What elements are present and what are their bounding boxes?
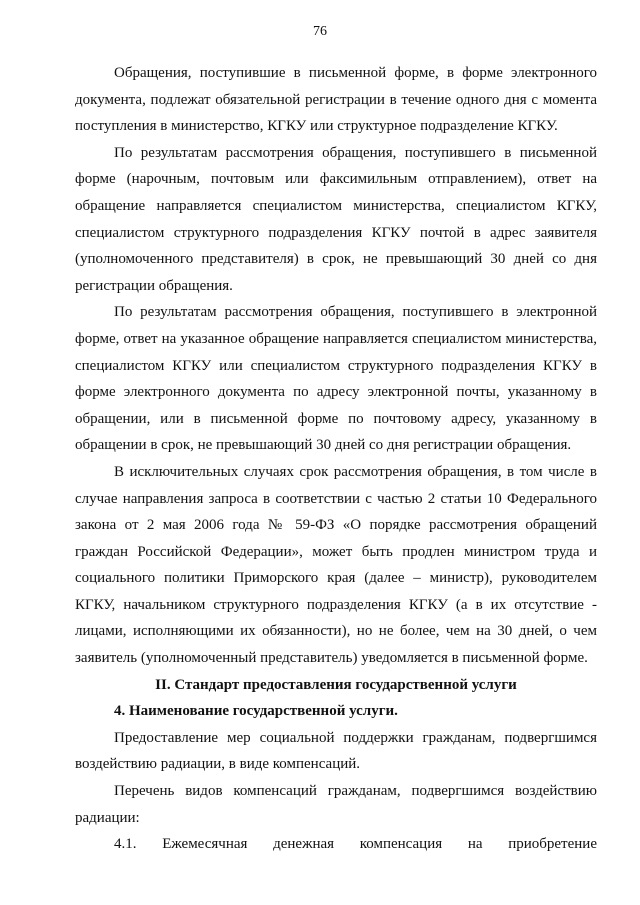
- paragraph-written-response: По результатам рассмотрения обращения, поступившего в письменной форме (нарочным, почтовым или факсимильным отправлением), ответ на обращение направляется специалистом министерства, специалистом КГКУ, специалистом структурного подразделения КГКУ почтой в адрес заявителя (уполномоченного представителя) в срок, не превышающий 30 дней со дня регистрации обращения.: [75, 144, 597, 294]
- paragraph-extension: В исключительных случаях срок рассмотрения обращения, в том числе в случае направления запроса в соответствии с частью 2 статьи 10 Федерального закона от 2 мая 2006 года № 59-ФЗ «О порядке рассмотрения обращений граждан Российской Федерации», может быть продлен министром труда и социального политики Приморского края (далее – министр), руководителем КГКУ, начальником структурного подразделения КГКУ (а в их отсутствие - лицами, исполняющими их обязанности), но не более, чем на 30 дней, о чем заявитель (уполномоченный представитель) уведомляется в письменной форме.: [75, 463, 597, 667]
- subsection-heading: 4. Наименование государственной услуги.: [114, 703, 398, 720]
- paragraph-service-name: Предоставление мер социальной поддержки гражданам, подвергшимся воздействию радиации, в виде компенсаций.: [75, 729, 597, 773]
- paragraph-electronic-response: По результатам рассмотрения обращения, поступившего в электронной форме, ответ на указанное обращение направляется специалистом министерства, специалистом КГКУ или специалистом структурного подразделения КГКУ в форме электронного документа по адресу электронной почты, указанному в обращении, или в письменной форме по почтовому адресу, указанному в обращении в срок, не превышающий 30 дней со дня регистрации обращения.: [75, 304, 597, 454]
- page-number: 76: [313, 24, 327, 39]
- paragraph-registration: Обращения, поступившие в письменной форме, в форме электронного документа, подлежат обязательной регистрации в течение одного дня с момента поступления в министерство, КГКУ или структурное подразделение КГКУ.: [75, 65, 597, 135]
- paragraph-compensation-list-intro: Перечень видов компенсаций гражданам, подвергшимся воздействию радиации:: [75, 783, 597, 826]
- section-heading: II. Стандарт предоставления государственной услуги: [155, 676, 517, 693]
- list-item-4-1: 4.1. Ежемесячная денежная компенсация на приобретение: [114, 836, 597, 853]
- document-body: [75, 60, 597, 858]
